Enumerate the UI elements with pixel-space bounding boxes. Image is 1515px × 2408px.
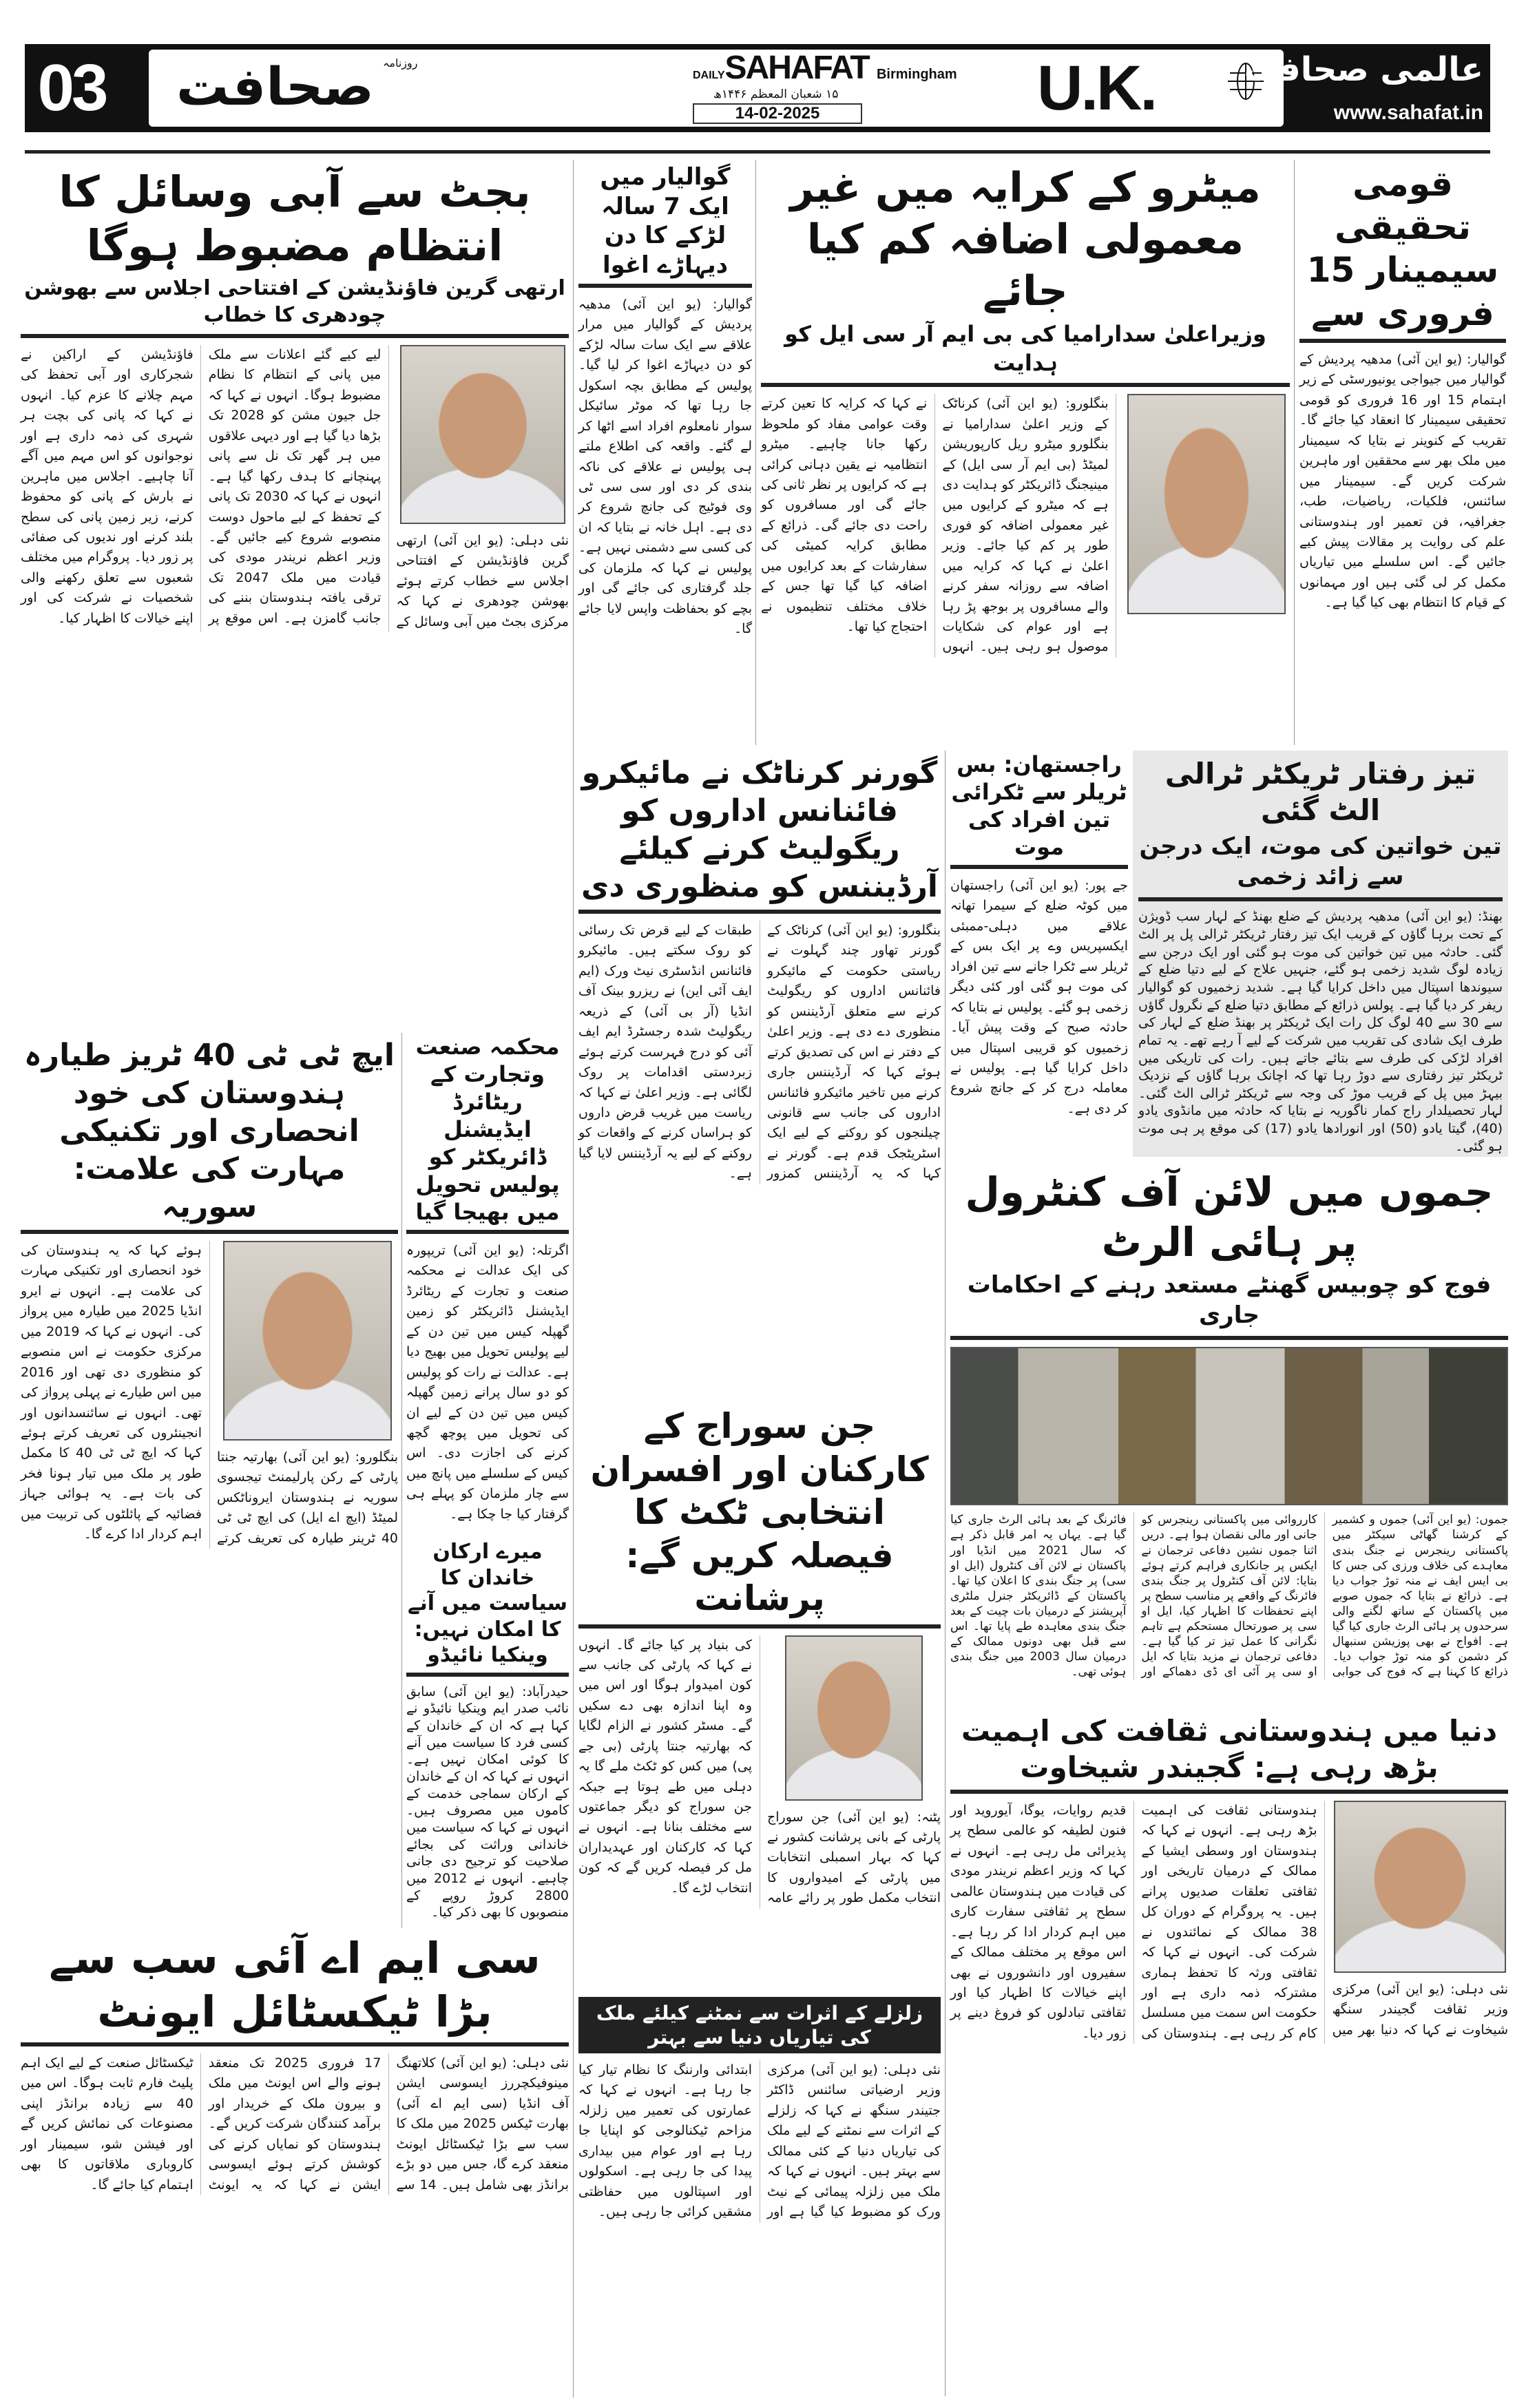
article-body-container — [950, 1801, 1508, 2044]
article-body-container — [578, 1635, 941, 1909]
headline[interactable]: دنیا میں ہندوستانی ثقافت کی اہمیت بڑھ رہی ہے: گجیندر شیخاوت — [950, 1713, 1508, 1794]
headline[interactable]: جن سوراج کے کارکنان اور افسران انتخابی ٹکٹ کا فیصلہ کریں گے: پرشانت — [578, 1405, 941, 1629]
headline[interactable]: میٹرو کے کرایہ میں غیر معمولی اضافہ کم کیا جائے — [790, 164, 1261, 315]
article-body-container — [406, 1684, 569, 1922]
masthead-inner — [149, 50, 1284, 127]
article-body: بھنڈ: (یو این آئی) مدھیہ پردیش کے ضلع بھنڈ کے لہار سب ڈویژن کے تحت برہا گاؤں کے قریب ایک تیز رفتار ٹریکٹر ٹرالی پل پر الٹ گئی۔ حادثہ میں تین خواتین کی موت ہو گئی اور ایک درجن سے زیادہ لوگ شدید زخمی ہو گئے، جنہیں علاج کے لیے دتیا ضلع کے سیوندھا اسپتال میں داخل کرایا گیا ہے۔ شدید زخمیوں کو گوالیار ریفر کر دیا گیا ہے۔ پولس ذرائع کے مطابق دتیا ضلع کے نگرول گاؤں سے 30 سے 40 لوگ کل رات ایک ٹریکٹر پر بھنڈ ضلع کے لہار کی طرف ایک شادی کی تقریب میں شرکت کے لیے آ رہے تھے۔ یہ تمام افراد لڑکی کی طرف سے بتائے جاتے ہیں۔ رات کی تاریکی میں ٹریکٹر تیز رفتاری سے دوڑ رہا تھا کہ اچانک برہا گاؤں کے نزدیک بیہڑ میں پل کے قریب موڑ کی وجہ سے ٹریکٹر ٹرالی الٹ گئی۔ لہار تحصیلدار راج کمار ناگوریہ نے بتایا کہ حادثہ میں مانڈوی یادو (40)، گیتا یادو (50) اور انورادھا یادو (17) کی موقع پر ہی موت ہو گئی۔ — [1138, 909, 1503, 1154]
article-rajasthan-bus — [950, 751, 1128, 1157]
portrait-photo — [1127, 394, 1286, 614]
column-divider — [1294, 160, 1295, 745]
article-body-container — [1299, 350, 1506, 614]
article-cmai-textile — [21, 1931, 569, 2400]
headline[interactable]: سی ایم اے آئی سب سے بڑا ٹیکسٹائل ایونٹ — [21, 1931, 569, 2046]
article-body-container — [578, 2060, 941, 2223]
article-retired-director — [406, 1033, 569, 1532]
article-body-container — [578, 921, 941, 1184]
subheadline: تین خواتین کی موت، ایک درجن سے زائد زخمی — [1138, 831, 1503, 901]
article-body-container — [21, 345, 569, 632]
article-body: نئی دہلی: (یو این آئی) ارتھی گرین فاؤنڈیشن کے افتتاحی اجلاس سے خطاب کرتے ہوئے بھوشن چودھری نے کہا کہ مرکزی بجٹ میں آبی وسائل کے لیے کیے گئے اعلانات سے ملک میں پانی کے انتظام کا نظام مضبوط ہوگا۔ انہوں نے کہا کہ جل جیون مشن کو 2028 تک بڑھا دیا گیا ہے اور دیہی علاقوں میں ہر گھر تک نل سے پانی پہنچانے کا ہدف رکھا گیا ہے۔ انہوں نے کہا کہ 2030 تک پانی کے تحفظ کے لیے ماحول دوست منصوبے شروع کیے جائیں گے۔ وزیر اعظم نریندر مودی کی قیادت میں ملک 2047 تک ترقی یافتہ ہندوستان بننے کی جانب گامزن ہے۔ اس موقع پر فاؤنڈیشن کے اراکین نے شجرکاری اور آبی تحفظ کی مہم چلانے کا عزم کیا۔ انہوں نے کہا کہ پانی کی بچت ہر شہری کی ذمہ داری ہے اور نوجوانوں کو اس مہم میں آگے آنا چاہیے۔ اجلاس میں ماہرین نے بارش کے پانی کو محفوظ کرنے، زیر زمین پانی کی سطح بلند کرنے اور ندیوں کی صفائی پر زور دیا۔ پروگرام میں مختلف شعبوں سے تعلق رکھنے والی شخصیات نے شرکت کی اور اپنے خیالات کا اظہار کیا۔ — [21, 347, 569, 629]
article-seminar — [1299, 163, 1506, 741]
edition-label: Birmingham — [876, 67, 957, 82]
headline[interactable]: میرے ارکان خاندان کا سیاست میں آنے کا امکان نہیں: وینکیا نائیڈو — [406, 1539, 569, 1677]
headline[interactable]: بجٹ سے آبی وسائل کا انتظام مضبوط ہوگا — [59, 167, 531, 271]
paper-subtitle: روزنامہ — [383, 56, 418, 70]
article-metro-fare — [761, 163, 1290, 741]
article-gwalior-kidnap — [578, 163, 752, 741]
article-body: گوالیار: (یو این آئی) مدھیہ پردیش کے گوالیار میں مرار علاقے سے ایک سات سالہ لڑکے کو دن دیہاڑے اغوا کر لیا گیا۔ پولیس کے مطابق بچہ اسکول جا رہا تھا کہ موٹر سائیکل سوار نامعلوم افراد اسے اٹھا کر لے گئے۔ واقعہ کی اطلاع ملتے ہی پولیس نے علاقے کی ناکہ بندی کر دی اور سی سی ٹی وی فوٹیج کی جانچ شروع کر دی ہے۔ اہل خانہ نے بتایا کہ ان کی کسی سے دشمنی نہیں ہے۔ پولیس نے کہا کہ ملزمان کی جلد گرفتاری کی جائے گی اور بچے کو بحفاظت واپس لایا جائے گا۔ — [578, 297, 752, 636]
article-body-container — [761, 394, 1290, 658]
page-number: 03 — [37, 51, 106, 125]
brand-logo-text: عالمی صحافت — [1244, 50, 1483, 89]
article-body: جموں: (یو این آئی) جموں و کشمیر کے کرشنا گھاٹی سیکٹر میں پاکستانی رینجرس نے جنگ بندی معاہدے کی خلاف ورزی کی جس کا بی ایس ایف نے منہ توڑ جواب دیا ہے۔ ذرائع نے بتایا کہ جموں صوبے میں پاکستان کے ساتھ لگنے والی سرحدوں پر ہائی الرٹ جاری کیا گیا ہے۔ افواج نے بھی پوزیشن سنبھال کر دشمن کو منہ توڑ جواب دیا۔ ذرائع کا کہنا ہے کہ فوج کی جوابی کارروائی میں پاکستانی رینجرس کو جانی اور مالی نقصان ہوا ہے۔ دریں اثنا جموں نشین دفاعی ترجمان نے ایکس پر جانکاری فراہم کرتے ہوئے بتایا: لائن آف کنٹرول پر جنگ بندی فائرنگ کے واقعے پر مناسب سطح پر اپنے تحفظات کا اظہار کیا، ایل او سی پر صورتحال مستحکم ہے تاہم نگرانی کا عمل تیز تر کیا گیا ہے۔ دفاعی ترجمان نے مزید بتایا کہ ایل او سی پر آئی ای ڈی دھماکے اور فائرنگ کے بعد ہائی الرٹ جاری کیا گیا ہے۔ یہاں یہ امر قابل ذکر ہے کہ سال 2021 میں انڈیا اور پاکستان نے لائن آف کنٹرول (ایل او سی) پر جنگ بندی کا اعلان کیا تھا۔ پاکستان کے ڈائریکٹر جنرل ملٹری آپریشنز کے درمیان بات چیت کے بعد جنگ بندی معاہدہ طے پایا تھا۔ اس سے قبل بھی دونوں ممالک کے درمیان سال 2003 میں جنگ بندی ہوئی تھی۔ — [950, 1513, 1508, 1679]
hijri-date: ۱۵ شعبان المعظم ۱۴۴۶ھ — [713, 87, 839, 101]
headline[interactable]: گورنر کرناٹک نے مائیکرو فائنانس اداروں کو ریگولیٹ کرنے کیلئے آرڈیننس کو منظوری دی — [578, 754, 941, 914]
article-budget-water — [21, 165, 569, 1026]
paper-name-logo: صحافت — [176, 56, 374, 117]
article-body: نئی دہلی: (یو این آئی) مرکزی وزیر ارضیاتی سائنس ڈاکٹر جتیندر سنگھ نے کہا کہ زلزلے کے اثرات سے نمٹنے کے لیے ملک کی تیاریاں دنیا کے کئی ممالک سے بہتر ہیں۔ انہوں نے کہا کہ ملک میں زلزلہ پیمائی کے نیٹ ورک کو مضبوط کیا گیا ہے اور ابتدائی وارننگ کا نظام تیار کیا جا رہا ہے۔ انہوں نے کہا کہ عمارتوں کی تعمیر میں زلزلہ مزاحم ٹیکنالوجی کو اپنایا جا رہا ہے اور عوام میں بیداری پیدا کی جا رہی ہے۔ اسکولوں اور اسپتالوں میں حفاظتی مشقیں کرائی جا رہی ہیں۔ — [578, 2062, 941, 2220]
daily-name: SAHAFAT — [724, 50, 869, 86]
portrait-photo — [223, 1241, 392, 1441]
article-body: بنگلورو: (یو این آئی) کرناٹک کے گورنر تھاور چند گہلوت نے ریاستی حکومت کے مائیکرو فائنانس اداروں کو ریگولیٹ کرنے سے متعلق آرڈیننس کو منظوری دے دی ہے۔ وزیر اعلیٰ کے دفتر نے اس کی تصدیق کرتے ہوئے کہا کہ آرڈیننس جاری کرنے میں تاخیر مائیکرو فائنانس اداروں کی جانب سے قانونی چیلنجوں کو روکنے کے لیے ایک اسٹریٹجک قدم ہے۔ گورنر نے کہا کہ یہ آرڈیننس کمزور طبقات کے لیے قرض تک رسائی کو روک سکتے ہیں۔ مائیکرو فائنانس انڈسٹری نیٹ ورک (ایم ایف آئی این) نے ریزرو بینک آف انڈیا (آر بی آئی) کے ذریعہ ریگولیٹ شدہ رجسٹرڈ ایم ایف آئی کو درج فہرست کرتے ہوئے زبردستی اقدامات پر روک لگائی ہے۔ وزیر اعلیٰ نے کہا کہ ریاست میں غریب قرض داروں کو ہراساں کرنے کے واقعات کو روکنے کے لیے یہ آرڈیننس لایا گیا ہے۔ — [578, 923, 941, 1182]
article-body: گوالیار: (یو این آئی) مدھیہ پردیش کے گوالیار میں جیواجی یونیورسٹی کے زیر اہتمام 15 اور 16 فروری کو قومی تحقیقی سیمینار کا انعقاد کیا جائے گا۔ تقریب کے کنوینر نے بتایا کہ سیمینار میں ملک بھر سے محققین اور ماہرین شرکت کریں گے۔ سیمینار میں سائنس، فلکیات، ریاضیات، طب، جغرافیہ، فن تعمیر اور ہندوستانی علم کی روایت پر مقالات پیش کیے جائیں گے۔ اس سلسلے میں تیاریاں مکمل کر لی گئی ہیں اور مہمانوں کے قیام کا انتظام بھی کیا گیا ہے۔ — [1299, 352, 1506, 611]
column-divider — [401, 1033, 402, 1928]
article-microfinance-ordinance — [578, 754, 941, 1394]
article-earthquake-preparedness — [578, 1997, 941, 2400]
portrait-photo — [785, 1635, 923, 1801]
article-jan-suraaj — [578, 1405, 941, 1990]
article-body: پٹنہ: (یو این آئی) جن سوراج پارٹی کے بانی پرشانت کشور نے کہا کہ بہار اسمبلی انتخابات میں پارٹی کے امیدواروں کا انتخاب مکمل طور پر رائے عامہ کی بنیاد پر کیا جائے گا۔ انہوں نے کہا کہ پارٹی کی جانب سے کون امیدوار ہوگا اور اس میں وہ اپنا اندازہ بھی دے سکیں گے۔ مسٹر کشور نے الزام لگایا کہ بھارتیہ جنتا پارٹی (بی جے پی) میں کس کو ٹکٹ ملے گا یہ دہلی میں طے ہوتا ہے جبکہ جن سوراج کو دیگر جماعتوں سے مختلف بنانا ہے۔ انہوں نے کہا کہ کارکنان اور عہدیداران مل کر فیصلہ کریں گے کہ کون انتخاب لڑے گا۔ — [578, 1637, 941, 1906]
article-body-container — [1138, 908, 1503, 1155]
article-venkaiah-naidu — [406, 1539, 569, 1925]
header-rule — [25, 150, 1490, 154]
headline[interactable]: گوالیار میں ایک 7 سالہ لڑکے کا دن دیہاڑے اغوا — [578, 163, 752, 288]
soldiers-photo — [950, 1347, 1508, 1505]
article-body: نئی دہلی: (یو این آئی) مرکزی وزیر ثقافت گجیندر سنگھ شیخاوت نے کہا کہ دنیا بھر میں ہندوستانی ثقافت کی اہمیت بڑھ رہی ہے۔ انہوں نے کہا کہ ہندوستان اور وسطی ایشیا کے ممالک کے درمیان تاریخی اور ثقافتی تعلقات صدیوں پرانے ہیں۔ یہ پروگرام کے دوران کل 38 ممالک کے نمائندوں نے شرکت کی۔ انہوں نے کہا کہ ثقافتی ورثہ کا تحفظ ہماری مشترکہ ذمہ داری ہے اور حکومت اس سمت میں مسلسل کام کر رہی ہے۔ ہندوستان کی قدیم روایات، یوگا، آیوروید اور فنون لطیفہ کو عالمی سطح پر پذیرائی مل رہی ہے۔ انہوں نے کہا کہ وزیر اعظم نریندر مودی کی قیادت میں ہندوستان عالمی سطح پر ثقافتی سفارت کاری میں اہم کردار ادا کر رہا ہے۔ اس موقع پر مختلف ممالک کے سفیروں اور دانشوروں نے بھی اپنے خیالات کا اظہار کیا اور ثقافتی تبادلوں کو فروغ دینے پر زور دیا۔ — [950, 1803, 1508, 2041]
column-divider — [755, 160, 756, 745]
article-tractor-accident — [1133, 751, 1508, 1157]
article-body: اگرتلہ: (یو این آئی) تریپورہ کی ایک عدالت نے محکمہ صنعت و تجارت کے ریٹائرڈ ایڈیشنل ڈائریکٹر کو زمین گھپلہ کیس میں تین دن کے لیے پولیس تحویل میں بھیج دیا ہے۔ عدالت نے رات کو پولیس کو دو سال پرانے زمین گھپلہ کیس میں تین دن کے لیے ان کی تحویل میں پوچھ گچھ کرنے کی اجازت دی۔ اس کیس کے سلسلے میں پانچ میں سے چار ملزمان کو پہلے ہی گرفتار کیا جا چکا ہے۔ — [406, 1243, 569, 1522]
article-htt40 — [21, 1036, 398, 1921]
subheadline: فوج کو چوبیس گھنٹے مستعد رہنے کے احکامات جاری — [950, 1270, 1508, 1340]
portrait-photo — [1334, 1801, 1506, 1973]
subheadline: وزیراعلیٰ سدارامیا کی بی ایم آر سی ایل کو ہدایت — [761, 320, 1290, 387]
website-link[interactable]: www.sahafat.in — [1333, 101, 1483, 124]
article-body-container — [950, 1347, 1508, 1679]
headline[interactable]: جموں میں لائن آف کنٹرول پر ہائی الرٹ — [965, 1169, 1494, 1266]
headline[interactable]: تیز رفتار ٹریکٹر ٹرالی الٹ گئی — [1164, 757, 1476, 827]
article-jammu-loc-alert — [950, 1167, 1508, 1704]
article-body-container — [21, 2053, 569, 2195]
headline[interactable]: قومی تحقیقی سیمینار 15 فروری سے — [1299, 163, 1506, 343]
article-body-container — [950, 876, 1128, 1119]
article-body-container — [578, 295, 752, 639]
portrait-photo — [400, 345, 565, 524]
article-body: بنگلورو: (یو این آئی) کرناٹک کے وزیر اعلیٰ سدارامیا نے بنگلورو میٹرو ریل کارپوریشن لمیٹڈ (بی ایم آر سی ایل) کے مینیجنگ ڈائریکٹر کو ہدایت دی ہے کہ میٹرو کے کرایوں میں غیر معمولی اضافہ کو فوری طور پر کم کیا جائے۔ وزیر اعلیٰ نے کہا کہ کرایہ میں اضافہ سے روزانہ سفر کرنے والے مسافروں پر بوجھ پڑ رہا ہے اور عوام کی شکایات موصول ہو رہی ہیں۔ انہوں نے کہا کہ کرایہ کا تعین کرتے وقت عوامی مفاد کو ملحوظ رکھا جانا چاہیے۔ میٹرو انتظامیہ نے یقین دہانی کرائی ہے کہ کرایوں پر نظر ثانی کی جائے گی اور مسافروں کو راحت دی جائے گی۔ ذرائع کے مطابق کرایہ کمیٹی کی سفارشات کے بعد کرایوں میں اضافہ کیا گیا تھا جس کے خلاف مختلف تنظیموں نے احتجاج کیا تھا۔ — [761, 396, 1109, 655]
region-label: U.K. — [1037, 53, 1156, 123]
headline[interactable]: راجستھان: بس ٹریلر سے ٹکرائی تین افراد کی موت — [950, 751, 1128, 869]
subheadline: ارتھی گرین فاؤنڈیشن کے افتتاحی اجلاس سے بھوشن چودھری کا خطاب — [21, 275, 569, 338]
article-body: بنگلورو: (یو این آئی) بھارتیہ جنتا پارٹی کے رکن پارلیمنٹ تیجسوی سوریہ نے ہندوستان ایروناٹکس لمیٹڈ (ایچ اے ایل) کی ایچ ٹی ٹی 40 ٹرینر طیارہ کی تعریف کرتے ہوئے کہا کہ یہ ہندوستان کی خود انحصاری اور تکنیکی مہارت کی علامت ہے۔ انہوں نے ایرو انڈیا 2025 میں طیارہ میں پرواز کی۔ انہوں نے کہا کہ 2019 میں مرکزی حکومت نے اس منصوبے کو منظوری دی تھی اور 2016 میں اس طیارے نے پہلی پرواز کی تھی۔ انہوں نے سائنسدانوں اور انجینئروں کی تعریف کرتے ہوئے کہا کہ ایچ ٹی ٹی 40 کا مکمل طور پر ملک میں تیار ہونا فخر کی بات ہے۔ یہ ہوائی جہاز فضائیہ کے پائلٹوں کی تربیت میں اہم کردار ادا کرے گا۔ — [21, 1243, 398, 1546]
headline[interactable]: محکمہ صنعت وتجارت کے ریٹائرڈ ایڈیشنل ڈائریکٹر کو پولیس تحویل میں بھیجا گیا — [406, 1033, 569, 1234]
article-body-container — [406, 1241, 569, 1525]
headline[interactable]: ایچ ٹی ٹی 40 ٹریز طیارہ ہندوستان کی خود انحصاری اور تکنیکی مہارت کی علامت: سوریہ — [21, 1036, 398, 1234]
article-body: جے پور: (یو این آئی) راجستھان میں کوٹہ ضلع کے سیمرا تھانہ علاقے میں دہلی-ممبئی ایکسپریس وے پر ایک بس کے ٹریلر سے ٹکرا جانے سے تین افراد کی موت ہو گئی اور کئی دیگر زخمی ہو گئے۔ پولیس نے بتایا کہ حادثہ صبح کے وقت پیش آیا۔ زخمیوں کو قریبی اسپتال میں داخل کرایا گیا ہے۔ پولیس نے معاملہ درج کر کے جانچ شروع کر دی ہے۔ — [950, 878, 1128, 1116]
article-body: حیدرآباد: (یو این آئی) سابق نائب صدر ایم وینکیا نائیڈو نے کہا ہے کہ ان کے خاندان کے کسی فرد کا سیاست میں آنے کا کوئی امکان نہیں ہے۔ انہوں نے کہا کہ ان کے خاندان کے ارکان سماجی خدمت کے کاموں میں مصروف ہیں۔ انہوں نے کہا کہ سیاست میں خاندانی وراثت کی بجائے صلاحیت کو ترجیح دی جانی چاہیے۔ انہوں نے 2012 میں 2800 کروڑ روپے کے منصوبوں کا بھی ذکر کیا۔ — [406, 1684, 569, 1920]
article-body-container — [21, 1241, 398, 1549]
article-body: نئی دہلی: (یو این آئی) کلاتھنگ مینوفیکچررز ایسوسی ایشن آف انڈیا (سی ایم اے آئی) بھارت ٹیکس 2025 میں ملک کا سب سے بڑا ٹیکسٹائل ایونٹ منعقد کرے گا، جس میں دو بڑے برانڈز بھی شامل ہیں۔ 14 سے 17 فروری 2025 تک منعقد ہونے والے اس ایونٹ میں ملک و بیرون ملک کے خریدار اور برآمد کنندگان شرکت کریں گے۔ ہندوستان کو نمایاں کرنے کی کوشش کرتے ہوئے ایسوسی ایشن نے کہا کہ یہ ایونٹ ٹیکسٹائل صنعت کے لیے ایک اہم پلیٹ فارم ثابت ہوگا۔ اس میں 40 سے زیادہ برانڈز اپنی مصنوعات کی نمائش کریں گے اور فیشن شو، سیمینار اور کاروباری ملاقاتوں کا بھی اہتمام کیا جائے گا۔ — [21, 2055, 570, 2192]
article-indian-culture — [950, 1713, 1508, 2402]
issue-date: 14-02-2025 — [693, 103, 862, 124]
column-divider — [573, 160, 574, 2398]
headline[interactable]: زلزلے کے اثرات سے نمٹنے کیلئے ملک کی تیاریاں دنیا سے بہتر — [578, 1997, 941, 2053]
masthead — [25, 44, 1490, 132]
daily-label: DAILY — [693, 70, 725, 81]
